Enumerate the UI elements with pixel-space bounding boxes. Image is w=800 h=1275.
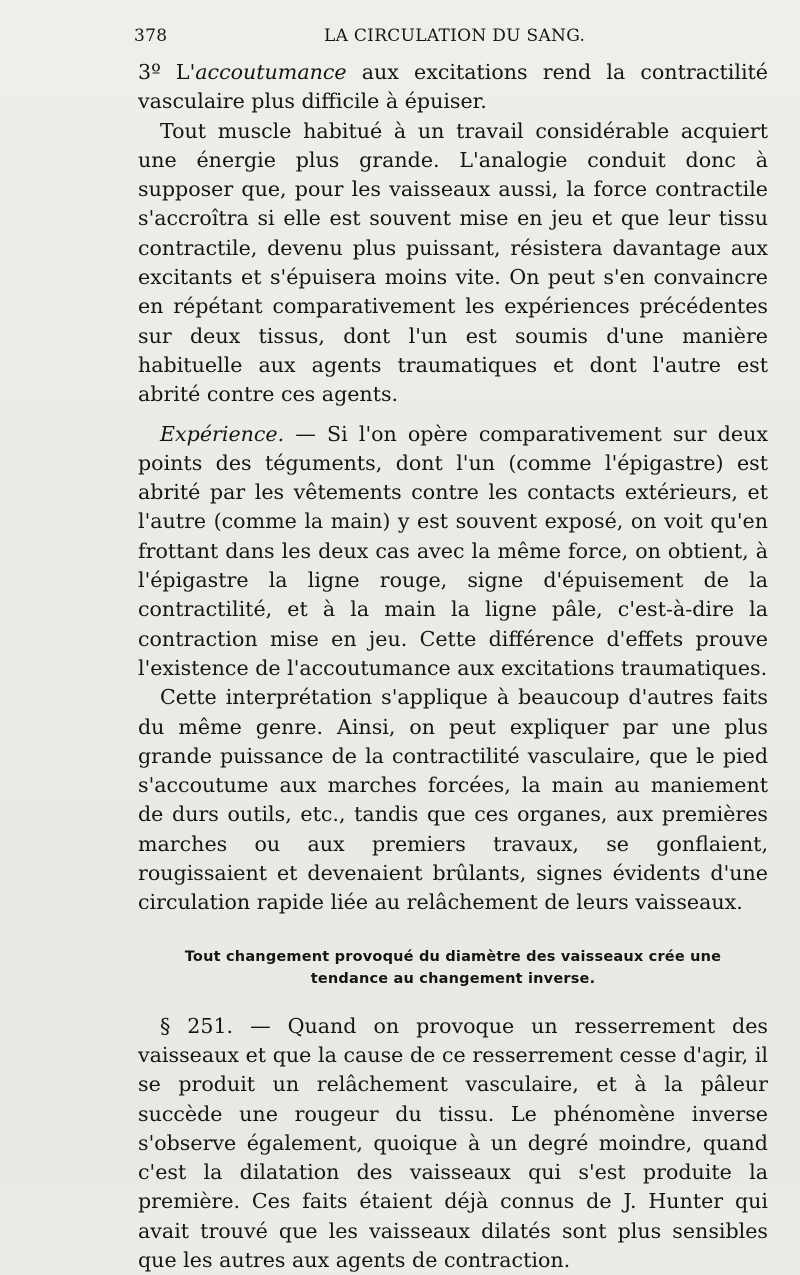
heading-line-1: Tout changement provoqué du diamètre des vaisseaux crée une (184, 948, 722, 965)
body-text (138, 58, 768, 1275)
paragraph-interpretation: Cette interprétation s'applique à beaucoup d'autres faits du même genre. Ainsi, on peut expliquer par une plus grande puissance de la contractilité vasculaire, que le pied s'accoutume aux marches forcées, la main au maniement de durs outils, etc., tandis que ces organes, aux premières marches ou aux premiers travaux, se gonflaient, rougissaient et devenaient brûlants, signes évidents d'une circulation rapide liée au relâchement de leurs vaisseaux. (138, 685, 768, 915)
heading-line-2: tendance au changement inverse. (310, 970, 596, 987)
page-number: 378 (134, 26, 168, 46)
paragraph-text: — Quand on provoque un resserrement des vaisseaux et que la cause de ce resserrement cesse d'agir, il se produit un relâchement vasculaire, et à la pâleur succède une rougeur du tissu. Le phénomène inverse s'observe également, quoique à un degré moindre, quand c'est la dilatation des vaisseaux qui s'est produite la première. Ces faits étaient déjà connus de J. Hunter qui avait trouvé que les vaisseaux dilatés sont plus sensibles que les autres aux agents de contraction. (138, 1013, 768, 1272)
paragraph-muscle: Tout muscle habitué à un travail considérable acquiert une énergie plus grande. L'analogie conduit donc à supposer que, pour les vaisseaux aussi, la force contractile s'accroîtra si elle est souvent mise en jeu et que leur tissu contractile, devenu plus puissant, résistera davantage aux excitants et s'épuisera moins vite. On peut s'en convaincre en répétant comparativement les expériences précédentes sur deux tissus, dont l'un est soumis d'une manière habituelle aux agents traumatiques et dont l'autre est abrité contre ces agents. (138, 118, 768, 407)
paragraph-text: — Si l'on opère comparativement sur deux points des téguments, dont l'un (comme l'épigastre) est abrité par les vêtements contre les contacts extérieurs, et l'autre (comme la main) y est souvent exposé, on voit qu'en frottant dans les deux cas avec la même force, on obtient, à l'épigastre la ligne rouge, signe d'épuisement de la contractilité, et à la main la ligne pâle, c'est-à-dire la contraction mise en jeu. Cette différence d'effets prouve l'existence de l'accoutumance aux excitations traumatiques. (138, 421, 768, 680)
running-title: LA CIRCULATION DU SANG. (324, 26, 586, 46)
paragraph-text: aux excitations rend la contractilité vasculaire plus difficile à épuiser. (138, 60, 768, 114)
term-experience: Expérience. (160, 421, 285, 446)
section-number: § 251. (160, 1013, 234, 1038)
section-heading (138, 946, 768, 990)
paragraph-accoutumance (138, 58, 768, 117)
paragraph-lead: 3º L' (138, 60, 196, 84)
paragraph-251 (138, 1012, 768, 1275)
running-head (134, 26, 770, 50)
term-accoutumance: accoutumance (195, 60, 347, 84)
paragraph-experience (138, 420, 768, 684)
